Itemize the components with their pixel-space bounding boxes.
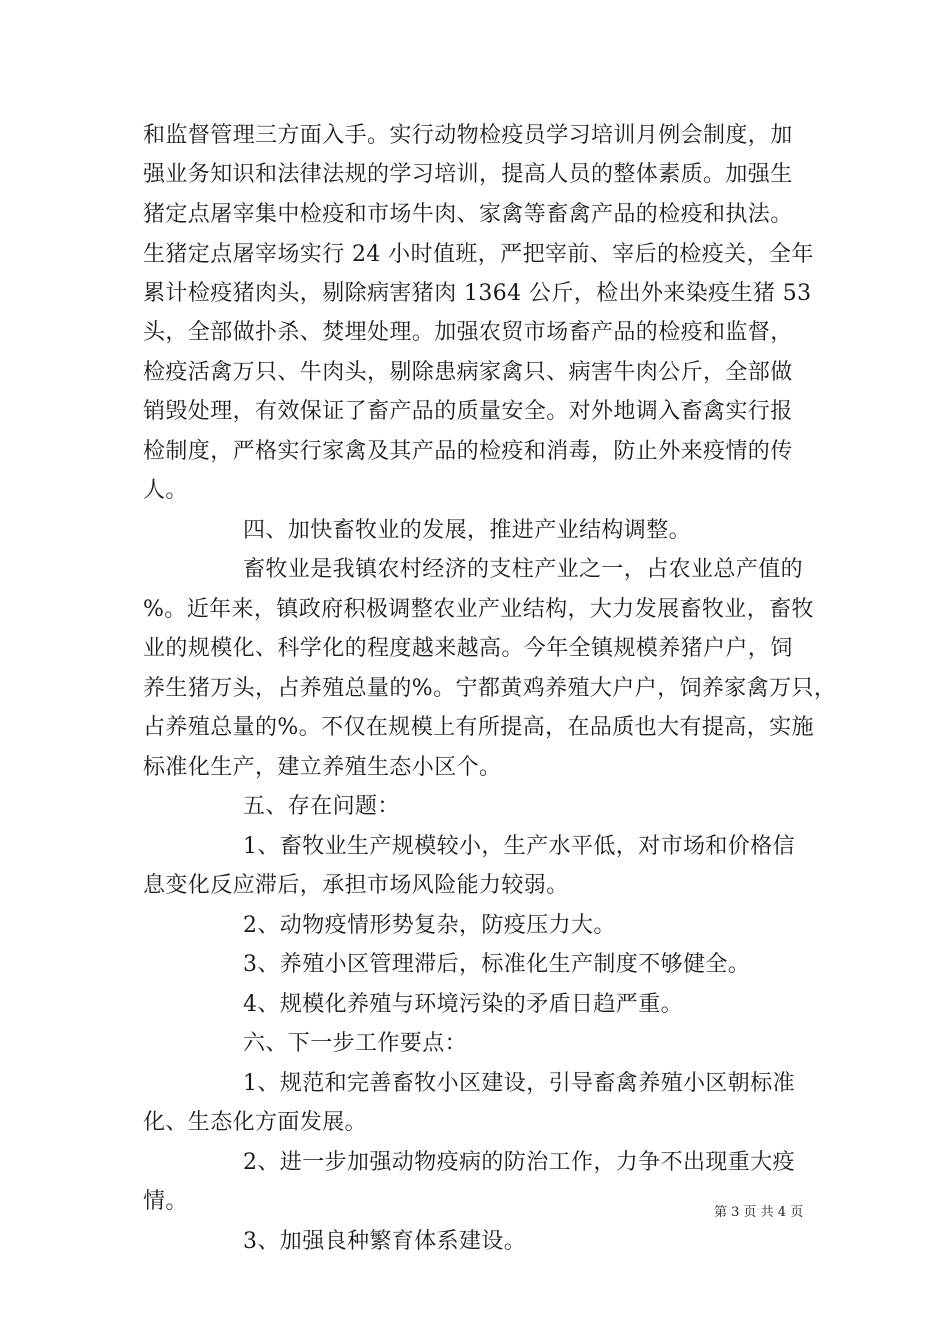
- body-text-line: %。近年来，镇政府积极调整农业产业结构，大力发展畜牧业，畜牧: [143, 597, 814, 622]
- list-item-start-line: 2、进一步加强动物疫病的防治工作，力争不出现重大疫: [243, 1150, 795, 1175]
- body-text-line: 累计检疫猪肉头，剔除病害猪肉 1364 公斤，检出外来染疫生猪 53: [143, 281, 812, 306]
- list-item-continuation: 情。: [143, 1189, 188, 1214]
- body-text-line: 生猪定点屠宰场实行 24 小时值班，严把宰前、宰后的检疫关，全年: [143, 242, 814, 267]
- section-heading: 四、加快畜牧业的发展，推进产业结构调整。: [243, 518, 692, 543]
- body-text-line: 检疫活禽万只、牛肉头，剔除患病家禽只、病害牛肉公斤，全部做: [143, 360, 793, 385]
- list-item: 4、规模化养殖与环境污染的矛盾日趋严重。: [243, 992, 683, 1017]
- list-item-continuation: 化、生态化方面发展。: [143, 1110, 368, 1135]
- list-item: 3、加强良种繁育体系建设。: [243, 1229, 527, 1254]
- list-item: 2、动物疫情形势复杂，防疫压力大。: [243, 913, 616, 938]
- body-text-line: 人。: [143, 478, 188, 503]
- section-heading: 五、存在问题：: [243, 794, 400, 819]
- body-text-line: 检制度，严格实行家禽及其产品的检疫和消毒，防止外来疫情的传: [143, 439, 793, 464]
- paragraph-start-line: 畜牧业是我镇农村经济的支柱产业之一，占农业总产值的: [243, 557, 804, 582]
- body-text-line: 销毁处理，有效保证了畜产品的质量安全。对外地调入畜禽实行报: [143, 399, 793, 424]
- body-text-line: 猪定点屠宰集中检疫和市场牛肉、家禽等畜禽产品的检疫和执法。: [143, 202, 793, 227]
- body-text-line: 养生猪万头，占养殖总量的%。宁都黄鸡养殖大户户，饲养家禽万只，: [143, 676, 837, 701]
- body-text-line: 强业务知识和法律法规的学习培训，提高人员的整体素质。加强生: [143, 162, 793, 187]
- body-text-line: 头，全部做扑杀、焚埋处理。加强农贸市场畜产品的检疫和监督，: [143, 320, 793, 345]
- body-text-line: 标准化生产，建立养殖生态小区个。: [143, 755, 502, 780]
- list-item-start-line: 1、畜牧业生产规模较小，生产水平低，对市场和价格信: [243, 834, 795, 859]
- body-text-line: 业的规模化、科学化的程度越来越高。今年全镇规模养猪户户，饲: [143, 636, 793, 661]
- page-number-footer: 第 3 页 共 4 页: [714, 1205, 804, 1220]
- list-item: 3、养殖小区管理滞后，标准化生产制度不够健全。: [243, 952, 751, 977]
- body-text-line: 占养殖总量的%。不仅在规模上有所提高，在品质也大有提高，实施: [143, 715, 814, 740]
- list-item-continuation: 息变化反应滞后，承担市场风险能力较弱。: [143, 873, 569, 898]
- body-text-line: 和监督管理三方面入手。实行动物检疫员学习培训月例会制度，加: [143, 123, 793, 148]
- list-item-start-line: 1、规范和完善畜牧小区建设，引导畜禽养殖小区朝标准: [243, 1071, 795, 1096]
- section-heading: 六、下一步工作要点：: [243, 1031, 468, 1056]
